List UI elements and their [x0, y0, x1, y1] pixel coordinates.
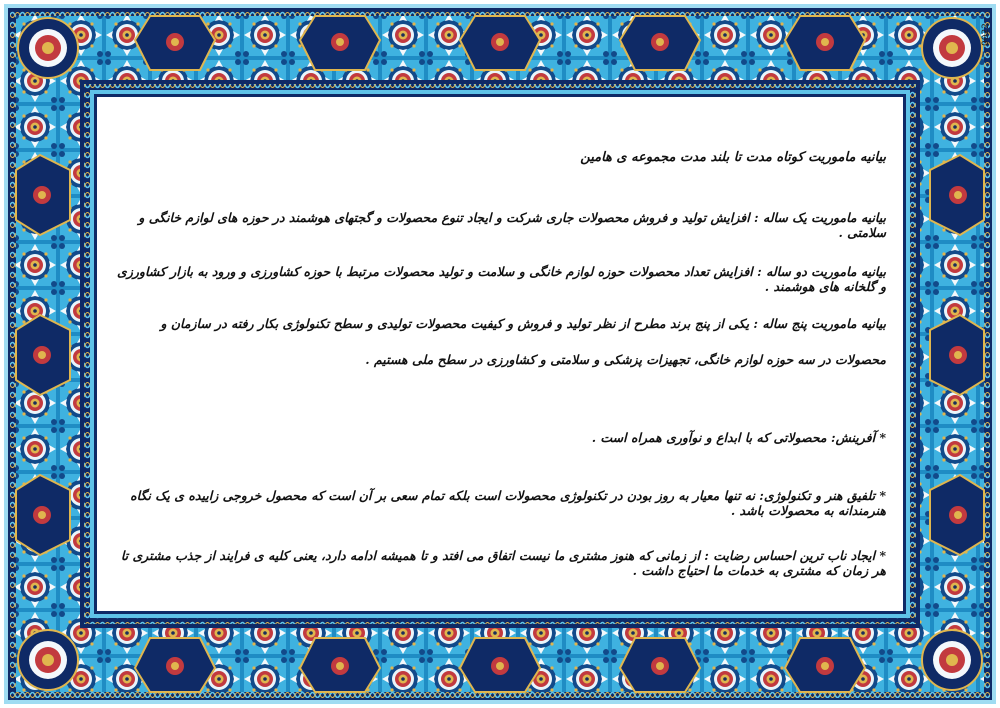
document-title: بیانیه ماموریت کوتاه مدت تا بلند مدت مجموعه ی هامین: [580, 150, 886, 165]
document-code: 0022: [981, 23, 991, 46]
value-art-technology: * تلفیق هنر و تکنولوژی: نه تنها معیار به روز بودن در تکنولوژی محصولات است بلکه تمام سعی بر آن است که محصول خروجی زاییده ی یک نگاه هنرمندانه به محصولات باشد .: [130, 488, 886, 518]
mission-two-year: بیانیه ماموریت دو ساله : افزایش تعداد محصولات حوزه لوازم خانگی و سلامت و تولید محصولات مرتبط با حوزه کشاورزی و ورود به بازار کشاورزی و گلخانه های هوشمند .: [117, 264, 886, 294]
value-satisfaction: * ایجاد ناب ترین احساس رضایت : از زمانی که هنوز مشتری ما نیست اتفاق می افتد و تا همیشه ادامه دارد، یعنی کلیه ی فرایند از جذب مشتری تا هر زمان که مشتری به خدمات ما احتیاج داشت .: [120, 548, 886, 578]
mission-one-year: بیانیه ماموریت یک ساله : افزایش تولید و فروش محصولات جاری شرکت و ایجاد تنوع محصولات و گجتهای هوشمند در حوزه های لوازم خانگی و سلامتی .: [138, 210, 886, 240]
document-content: [116, 128, 886, 588]
value-creation: * آفرینش: محصولاتی که با ابداع و نوآوری همراه است .: [591, 430, 886, 445]
mission-five-year: بیانیه ماموریت پنج ساله : یکی از پنج برند مطرح از نظر تولید و فروش و کیفیت محصولات تولیدی و سطح تکنولوژی بکار رفته در سازمان و محصولات در سه حوزه لوازم خانگی، تجهیزات پزشکی و سلامتی و کشاورزی در سطح ملی هستیم .: [160, 316, 886, 368]
